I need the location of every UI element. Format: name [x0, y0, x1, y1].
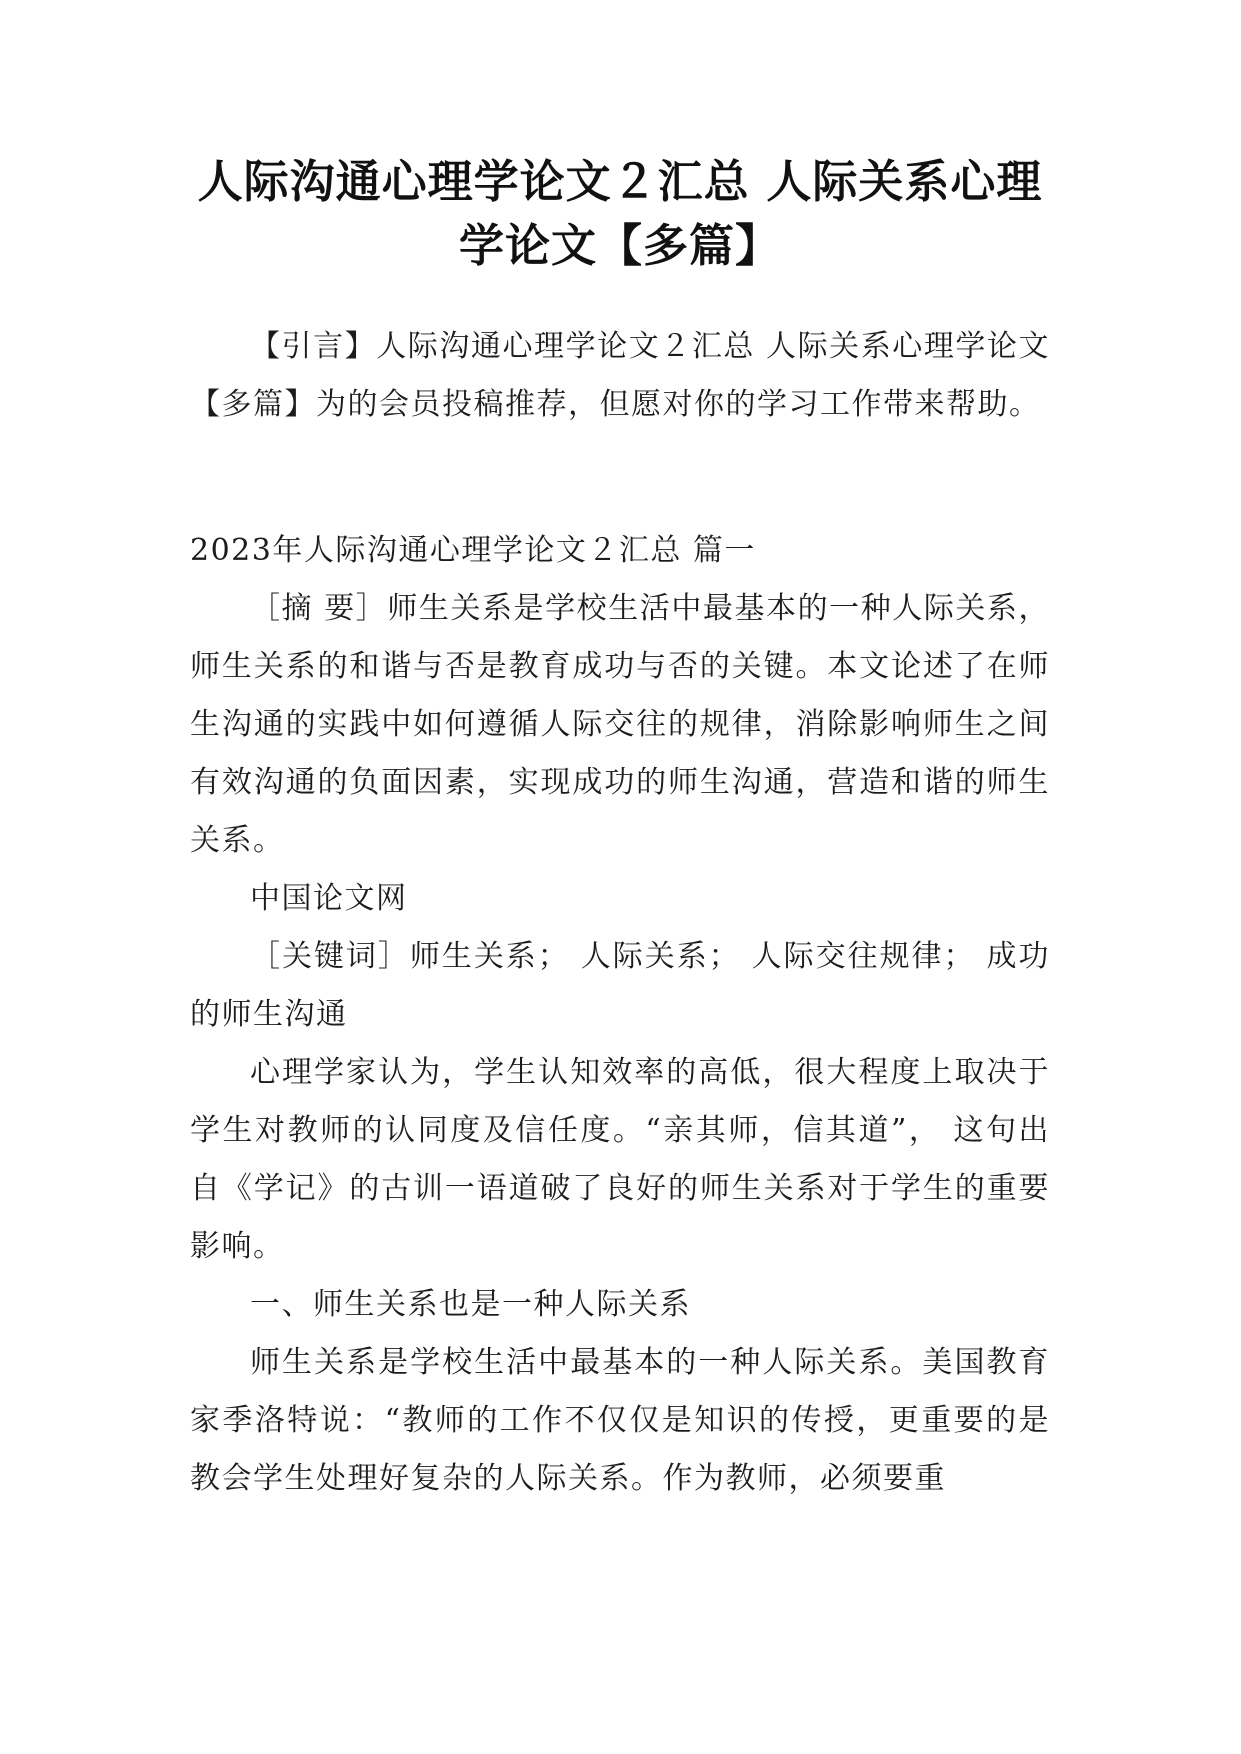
keywords-paragraph: ［关键词］师生关系； 人际关系； 人际交往规律； 成功的师生沟通 — [190, 939, 1050, 1032]
intro-paragraph: 【引言】人际沟通心理学论文２汇总 人际关系心理学论文【多篇】为的会员投稿推荐，但愿对你的学习工作带来帮助。 — [190, 329, 1050, 422]
body-paragraph-1: 心理学家认为，学生认知效率的高低，很大程度上取决于学生对教师的认同度及信任度。“亲其师，信其道”， 这句出自《学记》的古训一语道破了良好的师生关系对于学生的重要影响。 — [190, 1055, 1050, 1264]
source-line: 中国论文网 — [250, 881, 408, 916]
title-line-2: 学论文【多篇】 — [458, 219, 781, 272]
intro-block — [190, 318, 1050, 434]
section-heading: 2023年人际沟通心理学论文２汇总 篇一 — [190, 533, 756, 568]
subheading-1: 一、师生关系也是一种人际关系 — [250, 1287, 691, 1322]
main-body — [190, 522, 1050, 1508]
abstract-paragraph: ［摘 要］师生关系是学校生活中最基本的一种人际关系，师生关系的和谐与否是教育成功与否的关键。本文论述了在师生沟通的实践中如何遵循人际交往的规律，消除影响师生之间有效沟通的负面因素，实现成功的师生沟通，营造和谐的师生关系。 — [190, 591, 1050, 858]
document-title — [150, 150, 1090, 278]
body-paragraph-2: 师生关系是学校生活中最基本的一种人际关系。美国教育家季洛特说：“教师的工作不仅仅是知识的传授，更重要的是教会学生处理好复杂的人际关系。作为教师，必须要重 — [190, 1345, 1050, 1496]
title-line-1: 人际沟通心理学论文２汇总 人际关系心理 — [197, 155, 1043, 208]
